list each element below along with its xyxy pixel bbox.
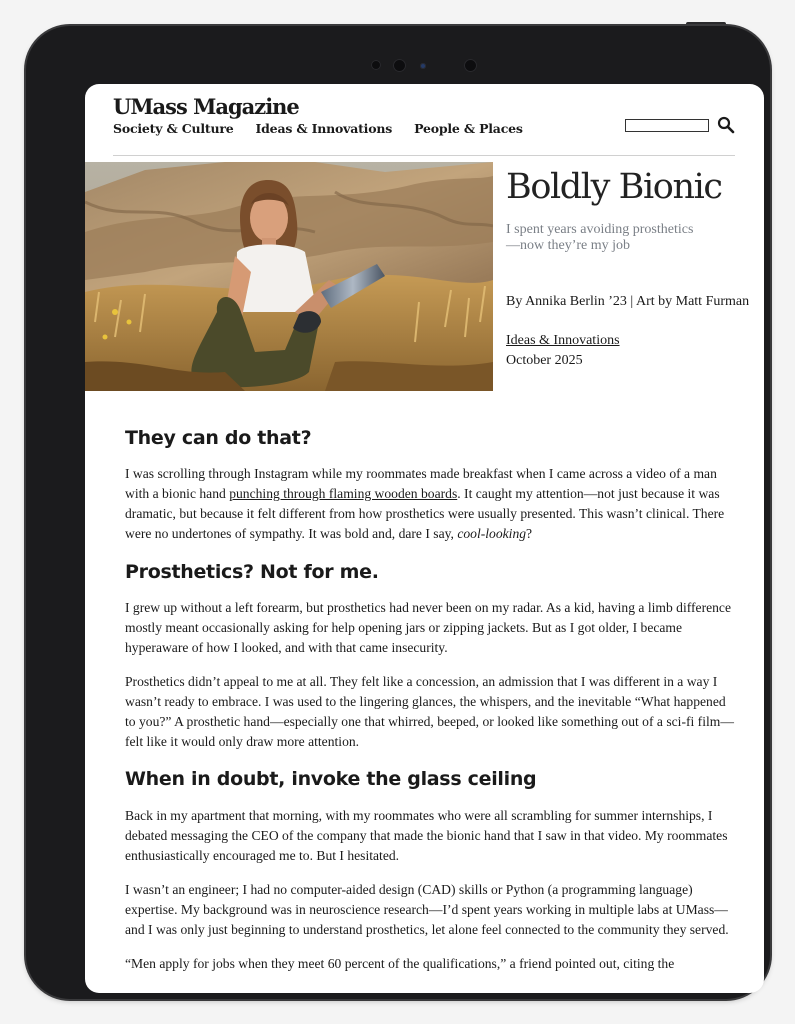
article-body (125, 420, 735, 974)
hero-photo (85, 162, 493, 391)
camera-indicator (420, 63, 426, 69)
site-logo[interactable]: UMass Magazine (113, 94, 299, 119)
dek-line: I spent years avoiding prosthetics (506, 222, 694, 237)
section-heading: When in doubt, invoke the glass ceiling (125, 768, 537, 790)
nav-society-culture[interactable]: Society & Culture (113, 121, 234, 136)
text-span: ? (526, 526, 533, 541)
section-heading: They can do that? (125, 427, 312, 449)
byline: By Annika Berlin ’23 | Art by Matt Furman (506, 294, 750, 309)
emphasis: cool-looking (457, 526, 527, 541)
category-link[interactable]: Ideas & Innovations (506, 333, 620, 348)
paragraph: Prosthetics didn’t appeal to me at all. They felt like a concession, an admission that I was different in a way I wasn’t ready to embrace. I was used to the lingering glances, the whispers, and the inevitable “What happened to you?” A prosthetic hand—especially one that whirred, beeped, or looked like something out of a sci-fi film—felt like it would only draw more attention. (125, 674, 734, 749)
sensor-dot (371, 60, 381, 70)
publish-date: October 2025 (506, 353, 583, 368)
search-icon[interactable] (717, 116, 735, 134)
header-divider (113, 155, 735, 156)
paragraph: Back in my apartment that morning, with my roommates who were all scrambling for summer internships, I debated messaging the CEO of the company that made the bionic hand that I saw in that video. My roommates enthusiastically encouraged me to. But I hesitated. (125, 808, 728, 863)
tablet-frame (26, 26, 770, 999)
paragraph: “Men apply for jobs when they meet 60 percent of the qualifications,” a friend pointed out, citing the (125, 956, 675, 971)
paragraph (125, 464, 735, 544)
nav-people-places[interactable]: People & Places (414, 121, 523, 136)
inline-link[interactable]: punching through flaming wooden boards (229, 486, 458, 501)
browser-screen (85, 84, 764, 993)
nav-ideas-innovations[interactable]: Ideas & Innovations (255, 121, 393, 136)
dek-line: —now they’re my job (506, 238, 631, 253)
text-span: I was scrolling through Instagram while my roommates made breakfast when I came across a video of a man with a bionic hand (125, 466, 717, 501)
section-heading: Prosthetics? Not for me. (125, 561, 379, 583)
camera-lens (464, 59, 477, 72)
text-span: . It caught my attention—not just because it was dramatic, but because it felt different from how prosthetics were usually presented. This wasn’t clinical. There were no undertones of sympathy. It was bold and, dare I say, (125, 486, 725, 541)
page-title: Boldly Bionic (506, 167, 722, 207)
article-dek (506, 222, 726, 254)
search-input[interactable] (625, 119, 709, 132)
paragraph: I grew up without a left forearm, but prosthetics had never been on my radar. As a kid, having a limb difference mostly meant occasionally asking for help opening jars or zipping jackets. But as I got older, I became hyperaware of how I looked, and with that came insecurity. (125, 600, 731, 655)
main-nav (113, 121, 523, 136)
paragraph: I wasn’t an engineer; I had no computer-aided design (CAD) skills or Python (a programming language) expertise. My background was in neuroscience research—I’d spent years working in multiple labs at UMass—and I was only just beginning to understand prosthetics, let alone feel connected to the community they served. (125, 882, 729, 937)
camera-lens (393, 59, 406, 72)
